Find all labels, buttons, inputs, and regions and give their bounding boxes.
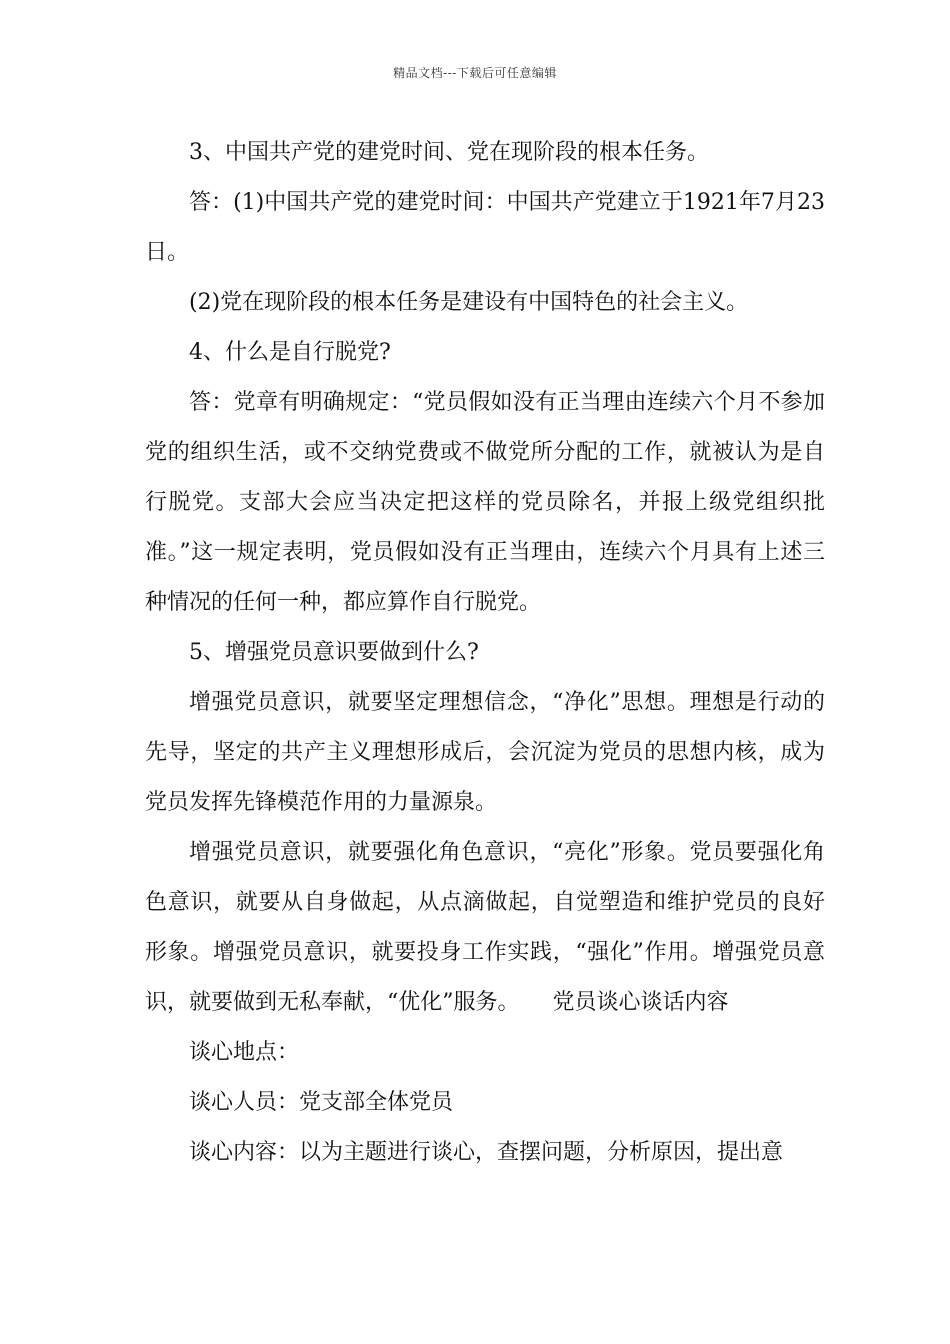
paragraph-a3-2: (2)党在现阶段的根本任务是建设有中国特色的社会主义。 <box>189 290 749 315</box>
paragraph-a3-1: 答：(1)中国共产党的建党时间：中国共产党建立于1921年7月23日。 <box>145 190 825 265</box>
paragraph-location: 谈心地点： <box>189 1040 300 1065</box>
paragraph-q5: 5、增强党员意识要做到什么? <box>189 640 479 665</box>
document-body <box>145 128 825 1178</box>
paragraph-participants: 谈心人员：党支部全体党员 <box>189 1090 454 1115</box>
paragraph-a5-1: 增强党员意识，就要坚定理想信念，“净化”思想。理想是行动的先导，坚定的共产主义理想形成后，会沉淀为党员的思想内核，成为党员发挥先锋模范作用的力量源泉。 <box>145 690 825 815</box>
paragraph-a5-2: 增强党员意识，就要强化角色意识，“亮化”形象。党员要强化角色意识，就要从自身做起，从点滴做起，自觉塑造和维护党员的良好形象。增强党员意识，就要投身工作实践，“强化”作用。增强党员意识，就要做到无私奉献，“优化”服务。 党员谈心谈话内容 <box>145 840 825 1015</box>
paragraph-q4: 4、什么是自行脱党? <box>189 340 391 365</box>
page-header: 精品文档---下载后可任意编辑 <box>393 66 557 80</box>
paragraph-a4: 答：党章有明确规定：“党员假如没有正当理由连续六个月不参加党的组织生活，或不交纳党费或不做党所分配的工作，就被认为是自行脱党。支部大会应当决定把这样的党员除名，并报上级党组织批准。”这一规定表明，党员假如没有正当理由，连续六个月具有上述三种情况的任何一种，都应算作自行脱党。 <box>145 390 825 615</box>
paragraph-q3: 3、中国共产党的建党时间、党在现阶段的根本任务。 <box>189 140 709 165</box>
paragraph-content: 谈心内容：以为主题进行谈心，查摆问题，分析原因，提出意 <box>189 1140 784 1165</box>
